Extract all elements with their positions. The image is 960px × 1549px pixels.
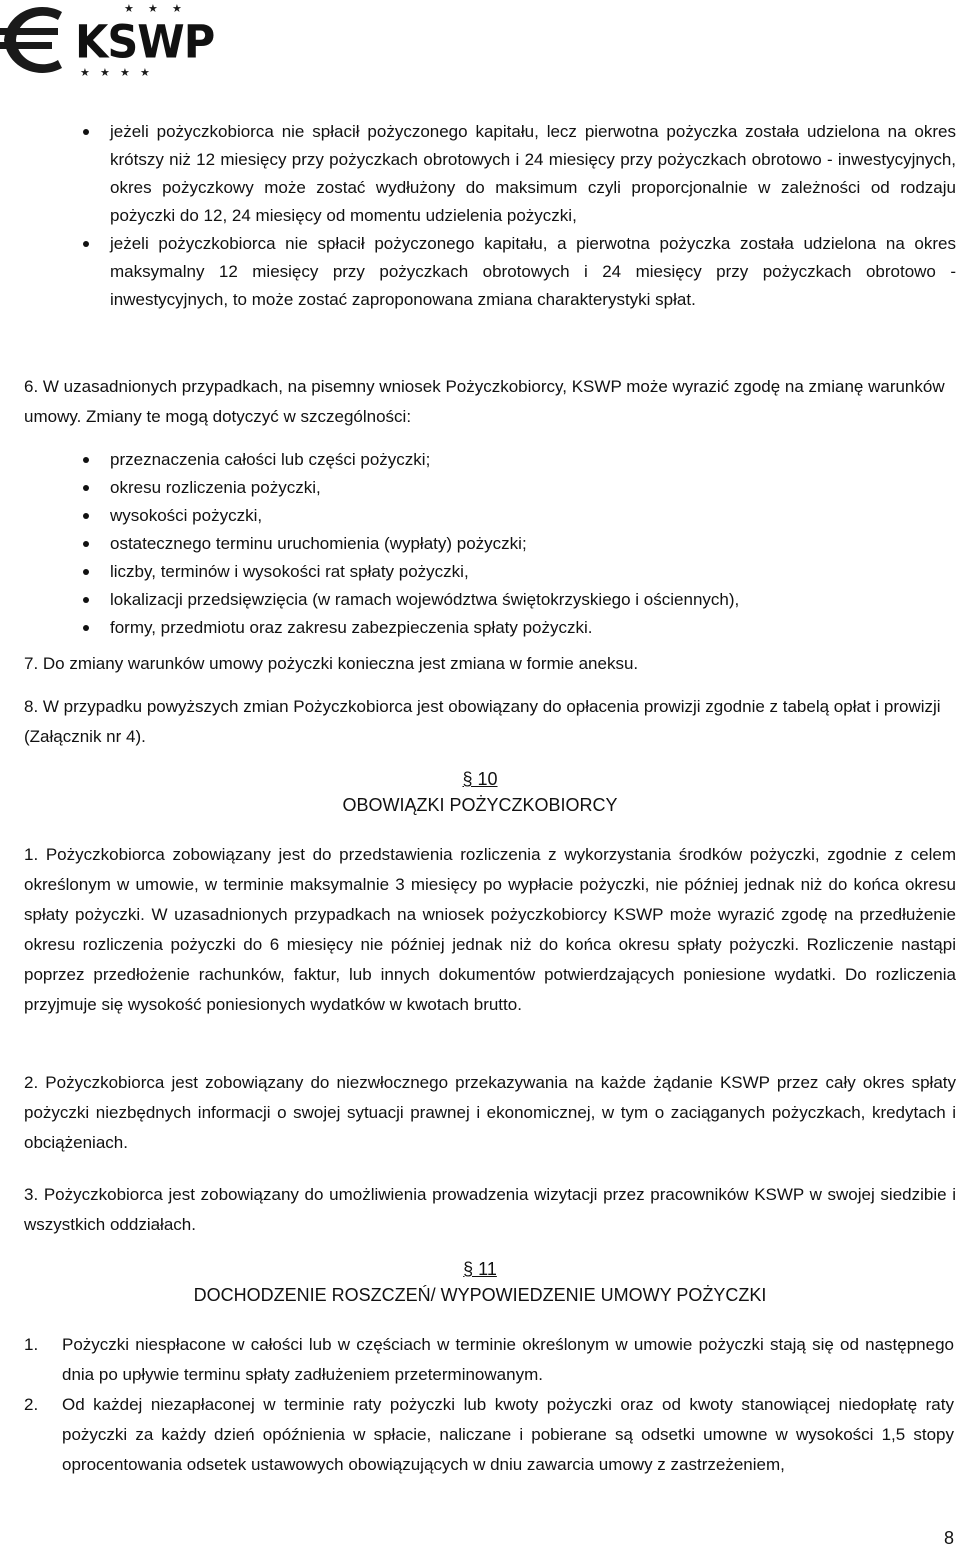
list-item: formy, przedmiotu oraz zakresu zabezpieczenia spłaty pożyczki.: [110, 614, 956, 642]
list-item: wysokości pożyczki,: [110, 502, 956, 530]
list-item: ostatecznego terminu uruchomienia (wypłaty) pożyczki;: [110, 530, 956, 558]
item-number: 2.: [24, 1395, 39, 1414]
section-number: § 11: [463, 1259, 497, 1279]
item-text: Od każdej niezapłaconej w terminie raty pożyczki lub kwoty pożyczki oraz od kwoty stanowiącej niedopłatę raty pożyczki za każdy dzień opóźnienia w spłacie, naliczane i pobierane są odsetki umowne w wysokości 1,5 stopy oprocentowania odsetek ustawowych obowiązujących w dniu zawarcia umowy z zastrzeżeniem,: [62, 1395, 954, 1474]
page-number: 8: [943, 1528, 954, 1548]
svg-text:★: ★: [100, 66, 110, 79]
section-10-p3: [24, 1180, 956, 1240]
list-item: jeżeli pożyczkobiorca nie spłacił pożyczonego kapitału, lecz pierwotna pożyczka została udzielona na okres krótszy niż 12 miesięcy przy pożyczkach obrotowych i 24 miesięcy przy pożyczkach obrotowo - inwestycyjnych, okres pożyczkowy może zostać wydłużony do maksimum czyli proporcjonalnie w zależności od rodzaju pożyczki do 12, 24 miesięcy od momentu udzielenia pożyczki,: [110, 118, 956, 230]
list-item: [24, 1390, 954, 1480]
item-6-text: 6. W uzasadnionych przypadkach, na pisemny wniosek Pożyczkobiorcy, KSWP może wyrazić zgodę na zmianę warunków umowy. Zmiany te mogą dotyczyć w szczególności:: [24, 377, 945, 426]
list-item: okresu rozliczenia pożyczki,: [110, 474, 956, 502]
item-text: Pożyczki niespłacone w całości lub w częściach w terminie określonym w umowie pożyczki stają się od następnego dnia po upływie terminu spłaty zadłużeniem przeterminowanym.: [62, 1335, 954, 1384]
svg-text:★: ★: [172, 2, 182, 15]
item-7: [24, 650, 956, 678]
section-10-heading: [0, 766, 960, 818]
svg-text:★: ★: [124, 2, 134, 15]
svg-text:★: ★: [120, 66, 130, 79]
section-title: OBOWIĄZKI POŻYCZKOBIORCY: [342, 795, 618, 815]
bullet-list-6: [110, 446, 956, 642]
paragraph: 3. Pożyczkobiorca jest zobowiązany do umożliwienia prowadzenia wizytacji przez pracowników KSWP w swojej siedzibie i wszystkich oddziałach.: [24, 1185, 956, 1234]
svg-text:★: ★: [80, 66, 90, 79]
paragraph: 2. Pożyczkobiorca jest zobowiązany do niezwłocznego przekazywania na każde żądanie KSWP przez cały okres spłaty pożyczki niezbędnych informacji o swojej sytuacji prawnej i ekonomicznej, w tym o zaciąganych pożyczkach, kredytach i obciążeniach.: [24, 1073, 956, 1152]
list-item: jeżeli pożyczkobiorca nie spłacił pożyczonego kapitału, a pierwotna pożyczka została udzielona na okres maksymalny 12 miesięcy przy pożyczkach obrotowych i 24 miesięcy przy pożyczkach obrotowo - inwestycyjnych, to może zostać zaproponowana zmiana charakterystyki spłat.: [110, 230, 956, 314]
list-item: przeznaczenia całości lub części pożyczki;: [110, 446, 956, 474]
list-item: [24, 1330, 954, 1390]
paragraph: 1. Pożyczkobiorca zobowiązany jest do przedstawienia rozliczenia z wykorzystania środków pożyczki, zgodnie z celem określonym w umowie, w terminie maksymalnie 3 miesięcy po wypłacie pożyczki, nie później jednak niż do końca okresu spłaty pożyczki. W uzasadnionych przypadkach na wniosek pożyczkobiorcy KSWP może wyrazić zgodę na przedłużenie okresu rozliczenia pożyczki do 6 miesięcy nie później jednak niż do końca okresu spłaty pożyczki. Rozliczenie nastąpi poprzez przedłożenie rachunków, faktur, lub innych dokumentów potwierdzających poniesione wydatki. Do rozliczenia przyjmuje się wysokość poniesionych wydatków w kwotach brutto.: [24, 845, 956, 1014]
item-7-text: 7. Do zmiany warunków umowy pożyczki konieczna jest zmiana w formie aneksu.: [24, 654, 639, 673]
section-title: DOCHODZENIE ROSZCZEŃ/ WYPOWIEDZENIE UMOWY POŻYCZKI: [193, 1285, 767, 1305]
list-item: lokalizacji przedsięwzięcia (w ramach województwa świętokrzyskiego i ościennych),: [110, 586, 956, 614]
kswp-logo: [0, 0, 215, 80]
item-6: [24, 372, 956, 432]
item-8-text: 8. W przypadku powyższych zmian Pożyczkobiorca jest obowiązany do opłacenia prowizji zgodnie z tabelą opłat i prowizji (Załącznik nr 4).: [24, 697, 941, 746]
section-11-heading: [0, 1256, 960, 1308]
svg-text:★: ★: [148, 2, 158, 15]
logo-text: KSWP: [75, 16, 215, 70]
item-number: 1.: [24, 1335, 39, 1354]
bullet-list-top: [110, 118, 956, 314]
section-number: § 10: [462, 769, 498, 789]
svg-text:★: ★: [140, 66, 150, 79]
section-10-p2: [24, 1068, 956, 1158]
item-8: [24, 692, 956, 752]
section-10-p1: [24, 840, 956, 1020]
list-item: liczby, terminów i wysokości rat spłaty pożyczki,: [110, 558, 956, 586]
